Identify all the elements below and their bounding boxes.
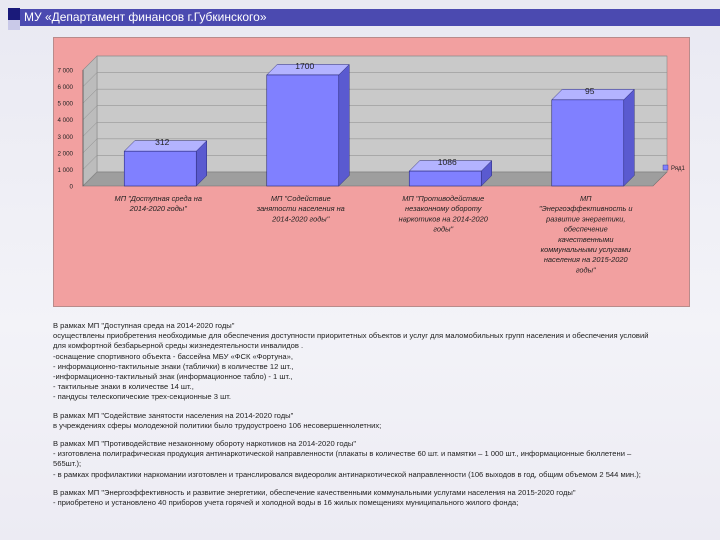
y-tick-label: 6 000 [57, 84, 73, 92]
paragraph-employment [53, 411, 693, 431]
category-label: годы" [433, 224, 454, 234]
bar [124, 151, 196, 186]
category-label: незаконному обороту [405, 204, 482, 214]
legend-swatch [663, 165, 668, 170]
bar [267, 75, 339, 186]
bar-side [339, 64, 350, 186]
text-line: -информационно-тактильный знак (информационное табло) - 1 шт., [53, 372, 293, 382]
category-label: МП "Содействие [270, 194, 331, 203]
text-line: для комфортной безбарьерной среды жизнедеятельности инвалидов . [53, 341, 304, 351]
y-tick-label: 7 000 [57, 67, 73, 75]
chart-side-wall [83, 56, 97, 186]
text-line: - тактильные знаки в количестве 14 шт., [53, 382, 194, 392]
category-label: развитие энергетики, [546, 214, 626, 224]
bar-side [624, 89, 635, 186]
y-tick-label: 4 000 [57, 117, 73, 125]
text-line: -оснащение спортивного объекта - бассейна МБУ «ФСК «Фортуна», [53, 351, 293, 361]
category-label: обеспечение [563, 224, 608, 234]
legend-label: Ряд1 [671, 166, 685, 172]
text-line: - изготовлена полиграфическая продукция антинаркотической направленности (плакаты в количестве 60 шт. и памятки – 1 000 шт., информационные бюллетени – [53, 449, 632, 459]
category-label: МП "Доступная среда на [114, 194, 202, 203]
y-tick-label: 1 000 [57, 166, 73, 174]
data-label: 1086 [437, 157, 457, 168]
category-label: качественными [558, 234, 614, 244]
y-tick-label: 5 000 [57, 100, 73, 108]
y-tick-label: 2 000 [57, 150, 73, 158]
text-line: - приобретено и установлено 40 приборов учета горячей и холодной воды в 16 жилых помещениях муниципального жилого фонда; [53, 498, 519, 508]
category-label: наркотиков на 2014-2020 [398, 214, 488, 224]
category-label: занятости населения на [256, 204, 345, 214]
text-line: - в рамках профилактики наркомании изготовлен и транслировался видеоролик антинаркотической направленности (106 выходов в год, общим объемом 2 544 мин.); [53, 469, 641, 479]
category-label: годы" [575, 265, 596, 275]
y-tick-label: 3 000 [57, 133, 73, 141]
category-label: населения на 2015-2020 [543, 255, 628, 265]
text-line: - информационно-тактильные знаки (таблички) в количестве 12 шт., [53, 361, 294, 371]
text-line: В рамках МП "Доступная среда на 2014-2020 годы" [53, 321, 235, 330]
paragraph-anti-drug [53, 439, 693, 480]
text-line: В рамках МП "Противодействие незаконному обороту наркотиков на 2014-2020 годы" [53, 439, 357, 449]
paragraph-accessible-environment [53, 321, 693, 403]
text-line: В рамках МП "Содействие занятости населения на 2014-2020 годы" [53, 410, 294, 420]
paragraph-energy-efficiency [53, 488, 693, 508]
data-label: 95 [585, 85, 595, 96]
text-line: В рамках МП "Энергоэффективность и развитие энергетики, обеспечение качественными коммунальными услугами населения на 2015-2020 годы" [53, 487, 576, 497]
page-title: МУ «Департамент финансов г.Губкинского» [24, 10, 267, 24]
category-label: 2014-2020 годы" [272, 214, 330, 224]
category-label: МП [579, 194, 592, 203]
text-line: 565шт.); [53, 459, 82, 469]
data-label: 312 [155, 137, 170, 148]
text-line: осуществлены приобретения необходимые для обеспечения доступности приоритетных объектов и услуг для маломобильных групп населения и обеспечения условий [53, 331, 649, 341]
category-label: коммунальными услугами [540, 245, 631, 254]
bar [409, 171, 481, 186]
bar [552, 100, 624, 186]
data-label: 1700 [295, 60, 315, 71]
y-tick-label: 0 [69, 183, 73, 191]
category-label: 2014-2020 годы" [129, 204, 187, 214]
text-line: - пандусы телескопические трех-секционные 3 шт. [53, 392, 231, 402]
category-label: "Энергоэффективность и [538, 204, 633, 214]
category-label: МП "Противодействие [402, 194, 485, 203]
text-line: в учреждениях сферы молодежной политики было трудоустроено 106 несовершеннолетних; [53, 420, 382, 430]
description-text [53, 321, 693, 516]
